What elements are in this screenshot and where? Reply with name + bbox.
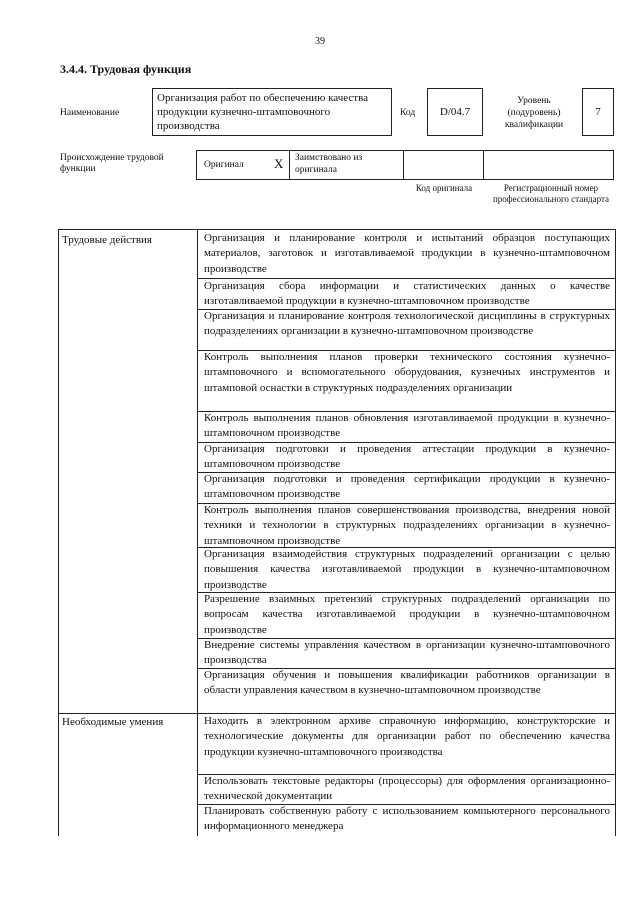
labor-action-item: Внедрение системы управления качеством в организации кузнечно-штамповочного производства: [204, 639, 610, 667]
name-label: Наименование: [60, 108, 120, 118]
origin-reg-cell: [484, 150, 614, 180]
labor-action-item: Организация подготовки и проведения сертификации продукции в кузнечно-штамповочном производстве: [204, 473, 610, 501]
level-value-box: [582, 88, 614, 136]
original-mark: X: [274, 156, 284, 171]
borrowed-label: Заимствовано из оригинала: [295, 153, 363, 175]
labor-action-item: Контроль выполнения планов обновления изготавливаемой продукции в кузнечно-штамповочном производстве: [204, 412, 610, 440]
labor-action-item: Контроль выполнения планов проверки технического состояния кузнечно-штамповочного и вспомогательного оборудования, кузнечных инструментов и штамповой оснастки в структурных подразделениях организации: [204, 351, 610, 394]
labor-action-item: Организация обучения и повышения квалификации работников организации в области управления качеством в кузнечно-штамповочном производстве: [204, 669, 610, 697]
code-original-label: Код оригинала: [415, 183, 473, 193]
skill-item: Находить в электронном архиве справочную информацию, конструкторские и технологические документы для организации работ по обеспечению качества продукции кузнечно-штамповочного производства: [204, 715, 610, 758]
table-left-border: [58, 229, 59, 836]
labor-action-item: Организация взаимодействия структурных подразделений организации с целью повышения качества изготавливаемой продукции в кузнечно-штамповочном производстве: [204, 548, 610, 591]
table-top-border: [58, 229, 616, 230]
skill-item: Использовать текстовые редакторы (процессоры) для оформления организационно-технической документации: [204, 775, 610, 803]
required-skills-label: Необходимые умения: [62, 716, 164, 728]
labor-action-item: Организация и планирование контроля и испытаний образцов поступающих материалов, заготовок и изготавливаемой продукции в кузнечно-штамповочном производстве: [204, 232, 610, 275]
name-value-box: [152, 88, 392, 136]
code-label: Код: [400, 108, 416, 118]
labor-action-item: Организация и планирование контроля технологической дисциплины в структурных подразделениях организации в кузнечно-штамповочном производстве: [204, 310, 610, 338]
labor-actions-label: Трудовые действия: [62, 234, 152, 246]
code-value-box: [427, 88, 483, 136]
labor-action-item: Организация сбора информации и статистических данных о качестве изготавливаемой продукции в кузнечно-штамповочном производстве: [204, 280, 610, 308]
labor-action-item: Организация подготовки и проведения аттестации продукции в кузнечно-штамповочном производстве: [204, 443, 610, 471]
origin-code-cell: [404, 150, 484, 180]
level-value: 7: [595, 106, 601, 118]
reg-number-label: Регистрационный номер профессионального стандарта: [492, 183, 610, 204]
labor-action-item: Контроль выполнения планов совершенствования производства, внедрения новой техники и технологии в структурных подразделениях организации в кузнечно-штамповочном производстве: [204, 504, 610, 547]
page-number: 39: [315, 36, 325, 47]
section-title: 3.4.4. Трудовая функция: [60, 62, 192, 76]
skill-item: Планировать собственную работу с использованием компьютерного персонального информационного менеджера: [204, 805, 610, 833]
original-label: Оригинал: [204, 160, 244, 170]
code-value: D/04.7: [439, 106, 471, 118]
level-label: Уровень (подуровень) квалификации: [504, 96, 564, 130]
labor-action-item: Разрешение взаимных претензий структурных подразделений организации по вопросам качества изготавливаемой продукции в кузнечно-штамповочном производстве: [204, 593, 610, 636]
table-column-divider: [197, 229, 198, 836]
origin-label: Происхождение трудовой функции: [60, 153, 164, 174]
name-value: Организация работ по обеспечению качества продукции кузнечно-штамповочного производства: [157, 92, 369, 132]
table-right-border: [615, 229, 616, 836]
